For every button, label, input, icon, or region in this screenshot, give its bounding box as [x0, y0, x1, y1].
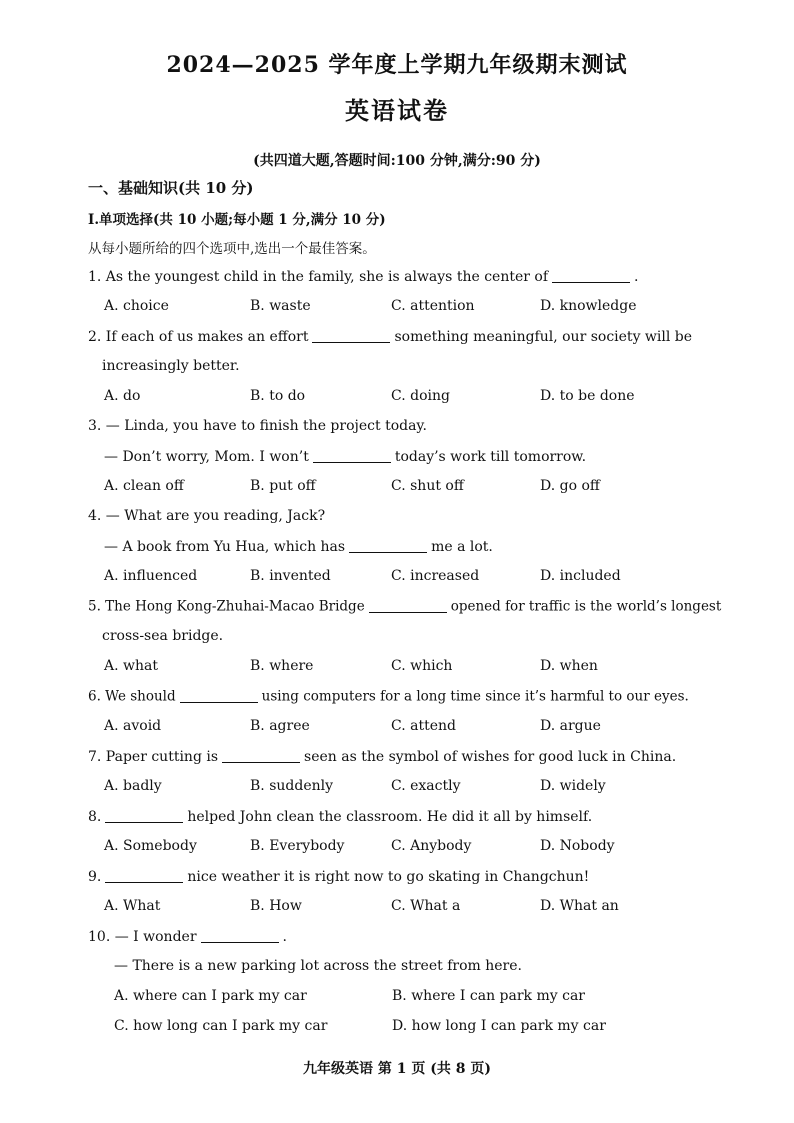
option-a: A. choice: [104, 298, 169, 314]
question-text: — Don’t worry, Mom. I won’t: [104, 449, 309, 465]
question-dialog: [104, 448, 586, 465]
answer-blank: [105, 868, 183, 883]
question-text: nice weather it is right now to go skating in Changchun!: [187, 869, 590, 885]
page-footer: 九年级英语 第 1 页 (共 8 页): [303, 1061, 491, 1077]
option-c: C. shut off: [391, 478, 464, 494]
option-a: A. do: [104, 388, 141, 404]
question-3: 3. — Linda, you have to finish the project today.: [88, 418, 427, 434]
option-d: D. how long I can park my car: [392, 1018, 606, 1034]
question-6: [88, 688, 689, 705]
question-text: — A book from Yu Hua, which has: [104, 539, 346, 555]
section-title: 一、基础知识(共 10 分): [88, 179, 254, 197]
question-2: [88, 328, 692, 345]
option-b: B. How: [250, 898, 302, 914]
question-text: using computers for a long time since it’s harmful to our eyes.: [261, 688, 689, 705]
question-text: 7. Paper cutting is: [88, 749, 219, 765]
answer-blank: [349, 538, 427, 553]
question-text: opened for traffic is the world’s longest: [450, 598, 722, 615]
option-d: D. What an: [540, 898, 619, 914]
question-text: 1. As the youngest child in the family, she is always the center of: [88, 269, 548, 285]
option-a: A. avoid: [104, 718, 162, 734]
exam-title: 2024—2025 学年度上学期九年级期末测试: [166, 52, 628, 78]
answer-blank: [369, 598, 447, 613]
question-text: 10. — I wonder: [88, 929, 197, 945]
answer-blank: [552, 268, 630, 283]
option-b: B. suddenly: [250, 778, 334, 794]
option-c: C. Anybody: [391, 838, 472, 854]
subject-title: 英语试卷: [345, 96, 449, 125]
option-b: B. invented: [250, 568, 331, 584]
question-10: [88, 928, 287, 945]
question-1: [88, 268, 638, 285]
option-b: B. waste: [250, 298, 311, 314]
option-d: D. go off: [540, 478, 600, 494]
option-b: B. put off: [250, 478, 316, 494]
question-9: [88, 868, 589, 885]
answer-blank: [180, 688, 258, 703]
option-a: A. What: [104, 898, 161, 914]
option-a: A. influenced: [104, 568, 198, 584]
option-a: A. Somebody: [104, 838, 197, 854]
option-d: D. to be done: [540, 388, 635, 404]
option-c: C. doing: [391, 388, 450, 404]
option-a: A. what: [104, 658, 158, 674]
option-d: D. included: [540, 568, 621, 584]
option-d: D. Nobody: [540, 838, 615, 854]
answer-blank: [201, 928, 279, 943]
option-d: D. widely: [540, 778, 606, 794]
option-d: D. when: [540, 658, 598, 674]
option-c: C. attend: [391, 718, 456, 734]
question-text: 8.: [88, 809, 102, 825]
option-b: B. Everybody: [250, 838, 345, 854]
question-text: 2. If each of us makes an effort: [88, 329, 309, 345]
answer-blank: [312, 328, 390, 343]
question-continuation: cross-sea bridge.: [102, 628, 224, 644]
answer-blank: [222, 748, 300, 763]
option-d: D. argue: [540, 718, 601, 734]
option-c: C. increased: [391, 568, 480, 584]
option-a: A. clean off: [104, 478, 184, 494]
option-c: C. exactly: [391, 778, 461, 794]
question-text: .: [282, 929, 287, 945]
option-d: D. knowledge: [540, 298, 637, 314]
option-b: B. where I can park my car: [392, 988, 585, 1004]
option-b: B. where: [250, 658, 314, 674]
question-text: .: [634, 269, 639, 285]
option-a: A. where can I park my car: [114, 988, 307, 1004]
option-c: C. What a: [391, 898, 461, 914]
exam-info: (共四道大题,答题时间:100 分钟,满分:90 分): [253, 153, 541, 169]
question-dialog: — There is a new parking lot across the street from here.: [114, 958, 522, 974]
question-5: [88, 598, 721, 615]
question-8: [88, 808, 592, 825]
question-text: 9.: [88, 869, 102, 885]
question-text: 5. The Hong Kong-Zhuhai-Macao Bridge: [88, 598, 365, 615]
option-c: C. attention: [391, 298, 475, 314]
option-c: C. how long can I park my car: [114, 1018, 328, 1034]
question-text: helped John clean the classroom. He did it all by himself.: [187, 809, 593, 825]
question-text: 6. We should: [88, 688, 176, 705]
question-dialog: [104, 538, 493, 555]
question-7: [88, 748, 676, 765]
question-text: something meaningful, our society will be: [394, 329, 693, 345]
question-text: today’s work till tomorrow.: [394, 449, 587, 465]
instruction: 从每小题所给的四个选项中,选出一个最佳答案。: [88, 241, 376, 257]
question-text: seen as the symbol of wishes for good luck in China.: [304, 749, 677, 765]
answer-blank: [105, 808, 183, 823]
option-b: B. agree: [250, 718, 310, 734]
question-text: me a lot.: [431, 539, 493, 555]
answer-blank: [313, 448, 391, 463]
question-4: 4. — What are you reading, Jack?: [88, 508, 326, 524]
option-a: A. badly: [104, 778, 162, 794]
option-b: B. to do: [250, 388, 306, 404]
question-continuation: increasingly better.: [102, 358, 240, 374]
part-title: Ⅰ.单项选择(共 10 小题;每小题 1 分,满分 10 分): [88, 212, 386, 228]
option-c: C. which: [391, 658, 453, 674]
